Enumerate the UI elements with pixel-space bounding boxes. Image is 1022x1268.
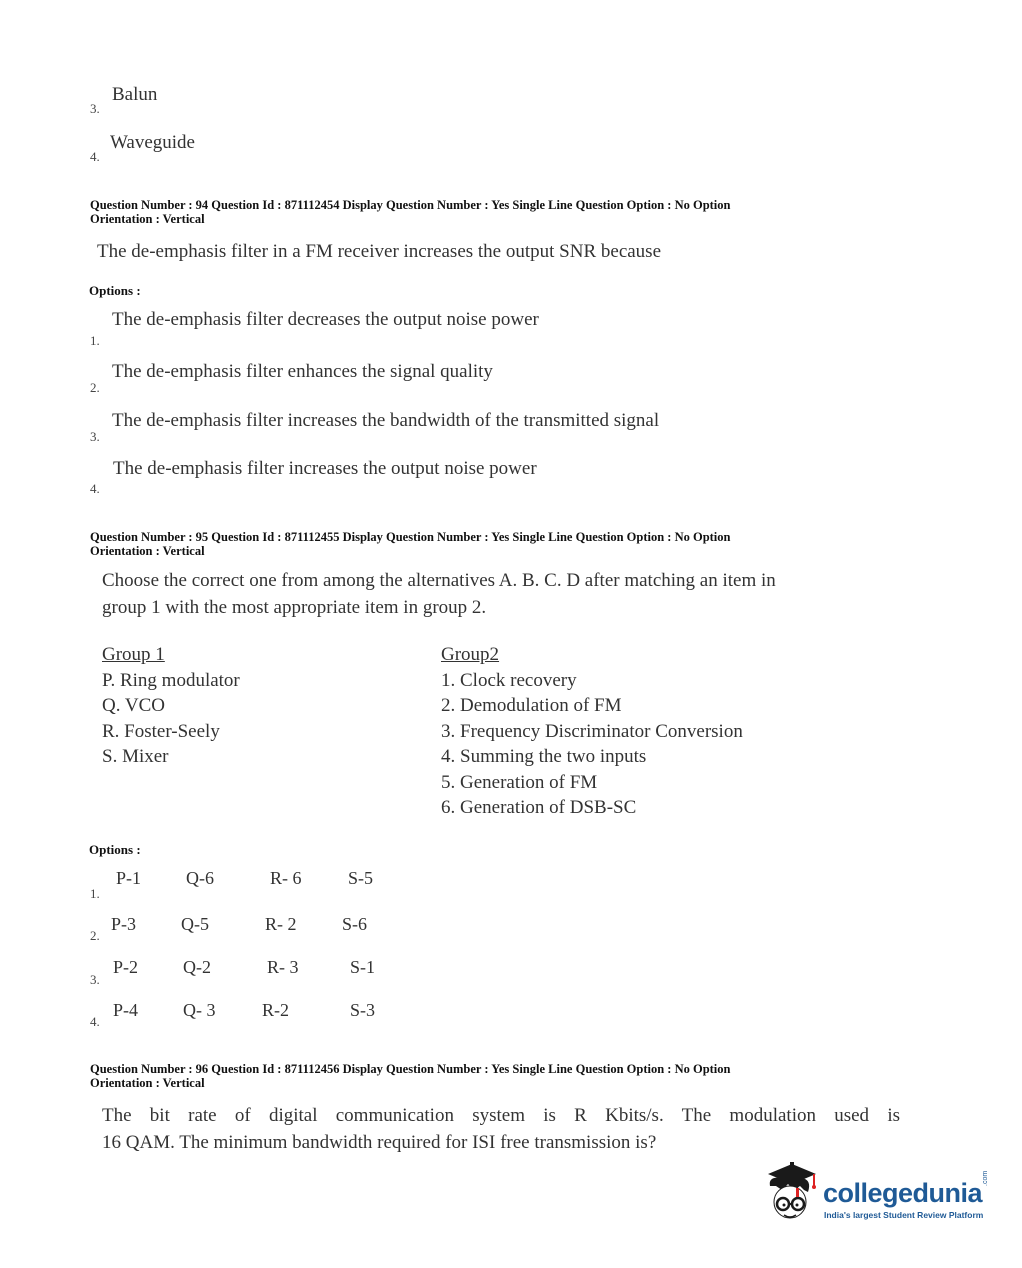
option-cell: S-6 (342, 914, 368, 934)
option-cell: R- 6 (270, 868, 302, 888)
meta-line-2: Orientation : Vertical (90, 212, 205, 226)
option-cell: Q-2 (183, 957, 211, 977)
logo-tagline: India's largest Student Review Platform (824, 1210, 984, 1220)
meta-line-1: Question Number : 95 Question Id : 871112455 Display Question Number : Yes Single Line Question Option : No Option (90, 530, 731, 544)
option-number: 2. (90, 928, 100, 943)
question-stem: The de-emphasis filter in a FM receiver increases the output SNR because (97, 241, 662, 262)
option-text: Waveguide (110, 132, 195, 153)
option-cell: R- 3 (267, 957, 299, 977)
group-1 (102, 642, 240, 770)
option-text: Balun (112, 84, 158, 105)
group-2-item: 5. Generation of FM (441, 771, 598, 793)
option-number: 3. (90, 972, 100, 987)
option-cell: Q-5 (181, 914, 209, 934)
options-label: Options : (89, 842, 141, 857)
mascot-icon (760, 1160, 822, 1230)
question-meta (90, 530, 870, 558)
option-cell: P-3 (111, 914, 137, 934)
option-cell: R- 2 (265, 914, 297, 934)
logo-com: .com (982, 1170, 989, 1186)
option-number: 3. (90, 101, 100, 116)
group-1-header: Group 1 (102, 644, 165, 665)
option-cell: S-1 (350, 957, 376, 977)
option-text: The de-emphasis filter decreases the output noise power (112, 309, 539, 330)
question-meta (90, 1062, 870, 1090)
group-1-item: R. Foster-Seely (102, 720, 220, 742)
option-cell: S-5 (348, 868, 374, 888)
group-2-item: 6. Generation of DSB-SC (441, 797, 637, 818)
option-cell: R-2 (262, 1000, 289, 1020)
options-label: Options : (89, 283, 141, 298)
option-number: 3. (90, 429, 100, 444)
question-stem (102, 1102, 900, 1156)
meta-line-1: Question Number : 96 Question Id : 871112456 Display Question Number : Yes Single Line Question Option : No Option (90, 1062, 731, 1076)
stem-line-2: 16 QAM. The minimum bandwidth required for ISI free transmission is? (102, 1132, 657, 1153)
stem-line-1: Choose the correct one from among the alternatives A. B. C. D after matching an item in (102, 570, 776, 591)
option-text: The de-emphasis filter increases the output noise power (113, 458, 537, 479)
option-cell: Q- 3 (183, 1000, 216, 1020)
option-number: 4. (90, 1014, 100, 1029)
option-text: The de-emphasis filter increases the bandwidth of the transmitted signal (112, 410, 660, 431)
meta-line-2: Orientation : Vertical (90, 544, 205, 558)
option-cell: P-4 (113, 1000, 139, 1020)
question-meta (90, 198, 870, 226)
option-number: 4. (90, 149, 100, 164)
group-2 (441, 642, 743, 821)
group-2-header: Group2 (441, 644, 500, 665)
logo-wordmark: collegedunia (823, 1178, 983, 1208)
option-cell: P-1 (116, 868, 142, 888)
meta-line-2: Orientation : Vertical (90, 1076, 205, 1090)
group-1-item: P. Ring modulator (102, 669, 240, 691)
option-text: The de-emphasis filter enhances the signal quality (112, 361, 493, 382)
group-2-item: 3. Frequency Discriminator Conversion (441, 720, 743, 742)
option-cell: S-3 (350, 1000, 376, 1020)
group-2-item: 2. Demodulation of FM (441, 695, 622, 716)
option-cell: Q-6 (186, 868, 214, 888)
question-stem (102, 567, 776, 621)
stem-line-1: The bit rate of digital communication system is R Kbits/s. The modulation used is (102, 1105, 900, 1126)
meta-line-1: Question Number : 94 Question Id : 871112454 Display Question Number : Yes Single Line Question Option : No Option (90, 198, 731, 212)
group-2-item: 1. Clock recovery (441, 669, 577, 691)
group-2-item: 4. Summing the two inputs (441, 746, 647, 767)
group-1-item: Q. VCO (102, 695, 165, 716)
option-number: 1. (90, 886, 100, 901)
option-number: 1. (90, 333, 100, 348)
group-1-item: S. Mixer (102, 746, 169, 767)
option-number: 2. (90, 380, 100, 395)
option-cell: P-2 (113, 957, 139, 977)
option-number: 4. (90, 481, 100, 496)
stem-line-2: group 1 with the most appropriate item in group 2. (102, 597, 487, 618)
